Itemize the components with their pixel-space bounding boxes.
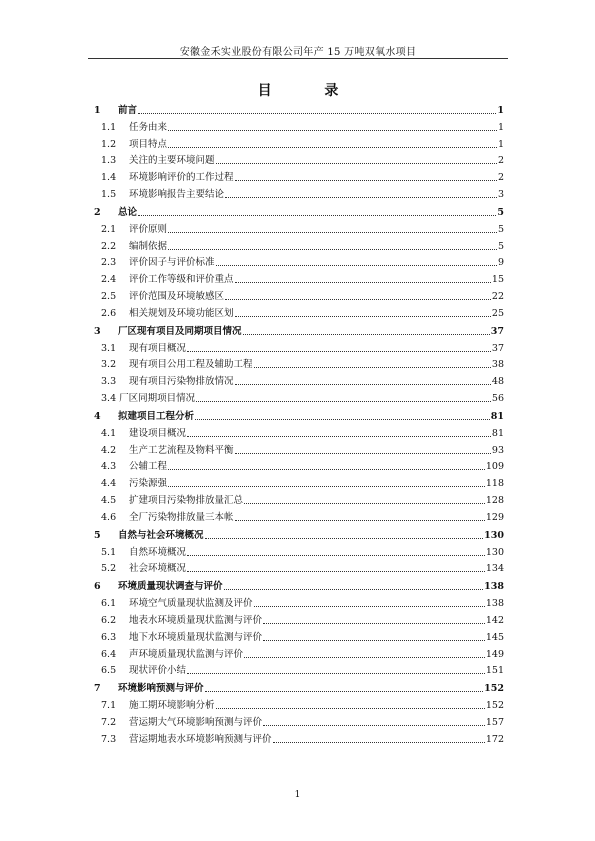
toc-chapter-entry[interactable] (88, 677, 504, 695)
toc-entry-title: 现有项目公用工程及辅助工程 (129, 359, 253, 371)
toc-entry-title: 总论 (118, 206, 138, 218)
toc-entry-page: 9 (497, 257, 504, 269)
toc-dot-leader (168, 468, 485, 470)
toc-entry-page: 138 (485, 598, 504, 610)
toc-dot-leader (138, 214, 496, 216)
toc-section-entry[interactable] (88, 236, 504, 253)
toc-entry-page: 129 (485, 511, 504, 523)
toc-entry-page: 81 (491, 427, 504, 439)
toc-entry-number: 7.2 (101, 716, 117, 728)
toc-entry-title: 施工期环境影响分析 (129, 700, 215, 712)
toc-entry-title: 前言 (118, 105, 138, 116)
toc-section-entry[interactable] (88, 219, 504, 236)
toc-entry-title: 关注的主要环境问题 (129, 155, 215, 167)
toc-entry-title: 相关规划及环境功能区划 (129, 307, 234, 319)
toc-entry-number: 4.6 (101, 511, 117, 523)
toc-entry-page: 157 (485, 716, 504, 728)
toc-entry-number: 5 (94, 529, 101, 541)
toc-section-entry[interactable] (88, 610, 504, 627)
toc-section-entry[interactable] (88, 507, 504, 524)
toc-dot-leader (243, 333, 490, 335)
toc-dot-leader (263, 639, 485, 641)
toc-section-entry[interactable] (88, 184, 504, 201)
toc-section-entry[interactable] (88, 303, 504, 320)
toc-entry-page: 5 (497, 206, 504, 218)
toc-dot-leader (187, 672, 485, 674)
toc-dot-leader (254, 366, 491, 368)
toc-entry-page: 145 (485, 631, 504, 643)
toc-entry-title: 环境空气质量现状监测及评价 (129, 598, 253, 610)
toc-entry-page: 118 (485, 478, 504, 490)
toc-entry-title: 环境影响预测与评价 (118, 683, 204, 695)
header-rule (88, 58, 508, 59)
toc-dot-leader (195, 418, 490, 420)
toc-chapter-entry[interactable] (88, 405, 504, 423)
toc-entry-title: 自然与社会环境概况 (118, 529, 204, 541)
toc-section-entry[interactable] (88, 440, 504, 457)
toc-entry-title: 污染源强 (129, 478, 168, 490)
toc-entry-number: 1.2 (101, 138, 117, 150)
toc-entry-title: 厂区同期项目情况 (119, 392, 196, 404)
toc-entry-number: 1.3 (101, 155, 117, 167)
toc-entry-number: 3.3 (101, 376, 117, 388)
toc-section-entry[interactable] (88, 695, 504, 712)
toc-entry-page: 134 (485, 563, 504, 575)
toc-entry-number: 3.4 (101, 392, 117, 404)
toc-dot-leader (216, 162, 497, 164)
toc-dot-leader (263, 724, 485, 726)
toc-dot-leader (235, 179, 497, 181)
toc-entry-number: 6.2 (101, 614, 117, 626)
toc-dot-leader (168, 248, 497, 250)
toc-entry-page: 5 (497, 223, 504, 235)
toc-section-entry[interactable] (88, 627, 504, 644)
toc-entry-number: 7.3 (101, 733, 117, 745)
toc-entry-number: 6.1 (101, 598, 117, 610)
toc-dot-leader (187, 554, 485, 556)
toc-entry-number: 6.4 (101, 648, 117, 660)
toc-entry-page: 56 (491, 392, 504, 404)
toc-section-entry[interactable] (88, 167, 504, 184)
toc-entry-page: 1 (497, 138, 504, 150)
toc-entry-title: 声环境质量现状监测与评价 (129, 648, 244, 660)
toc-entry-number: 7 (94, 683, 101, 695)
toc-entry-number: 1.5 (101, 188, 117, 200)
toc-section-entry[interactable] (88, 151, 504, 168)
toc-entry-title: 扩建项目污染物排放量汇总 (129, 494, 244, 506)
toc-entry-number: 6.3 (101, 631, 117, 643)
toc-entry-page: 130 (485, 546, 504, 558)
toc-section-entry[interactable] (88, 490, 504, 507)
toc-section-entry[interactable] (88, 117, 504, 134)
toc-dot-leader (216, 707, 485, 709)
toc-entry-page: 152 (484, 683, 504, 695)
toc-section-entry[interactable] (88, 253, 504, 270)
toc-entry-number: 2 (94, 206, 101, 218)
toc-entry-title: 地表水环境质量现状监测与评价 (129, 614, 263, 626)
toc-dot-leader (196, 400, 491, 402)
toc-section-entry[interactable] (88, 473, 504, 490)
toc-section-entry[interactable] (88, 593, 504, 610)
page-number: 1 (294, 790, 301, 800)
toc-section-entry[interactable] (88, 729, 504, 746)
toc-chapter-entry[interactable] (88, 524, 504, 542)
toc-dot-leader (168, 231, 497, 233)
toc-entry-page: 172 (485, 733, 504, 745)
toc-dot-leader (187, 350, 491, 352)
toc-section-entry[interactable] (88, 644, 504, 661)
toc-chapter-entry[interactable] (88, 320, 504, 338)
toc-entry-page: 38 (491, 359, 504, 371)
toc-entry-number: 4 (94, 410, 101, 422)
toc-entry-number: 3 (94, 325, 101, 337)
toc-entry-number: 3.2 (101, 359, 117, 371)
toc-entry-page: 81 (490, 410, 504, 422)
toc-entry-title: 营运期大气环境影响预测与评价 (129, 716, 263, 728)
toc-section-entry[interactable] (88, 712, 504, 729)
toc-entry-number: 2.5 (101, 290, 117, 302)
toc-entry-title: 环境质量现状调查与评价 (118, 581, 223, 593)
toc-entry-number: 3.1 (101, 342, 117, 354)
toc-entry-page: 149 (485, 648, 504, 660)
toc-section-entry[interactable] (88, 371, 504, 388)
toc-dot-leader (205, 537, 484, 539)
toc-entry-page: 130 (484, 529, 504, 541)
toc-dot-leader (168, 146, 497, 148)
toc-dot-leader (263, 622, 485, 624)
toc-entry-page: 1 (497, 121, 504, 133)
toc-entry-page: 128 (485, 494, 504, 506)
toc-entry-page: 152 (485, 700, 504, 712)
toc-dot-leader (168, 129, 497, 131)
toc-entry-title: 社会环境概况 (129, 563, 187, 575)
toc-entry-page: 22 (491, 290, 504, 302)
toc-dot-leader (225, 298, 491, 300)
toc-entry-page: 5 (497, 240, 504, 252)
toc-entry-number: 4.3 (101, 461, 117, 473)
toc-entry-title: 评价原则 (129, 223, 168, 235)
toc-entry-title: 任务由来 (129, 121, 168, 133)
toc-chapter-entry[interactable] (88, 99, 504, 117)
toc-entry-page: 3 (497, 188, 504, 200)
toc-entry-title: 厂区现有项目及同期项目情况 (118, 325, 242, 337)
toc-entry-number: 5.2 (101, 563, 117, 575)
toc-entry-title: 公辅工程 (129, 461, 168, 473)
toc-entry-number: 4.1 (101, 427, 117, 439)
toc-section-entry[interactable] (88, 134, 504, 151)
running-header: 安徽金禾实业股份有限公司年产 15 万吨双氧水项目 (179, 47, 417, 58)
toc-dot-leader (235, 281, 491, 283)
toc-section-entry[interactable] (88, 423, 504, 440)
toc-entry-title: 生产工艺流程及物料平衡 (129, 444, 234, 456)
toc-entry-title: 现有项目污染物排放情况 (129, 376, 234, 388)
toc-entry-number: 6 (94, 581, 101, 593)
toc-entry-page: 48 (491, 376, 504, 388)
toc-entry-number: 1.1 (101, 121, 117, 133)
toc-dot-leader (244, 502, 485, 504)
toc-section-entry[interactable] (88, 661, 504, 678)
toc-entry-number: 1.4 (101, 172, 117, 184)
toc-entry-number: 7.1 (101, 700, 117, 712)
toc-entry-page: 138 (484, 581, 504, 593)
toc-dot-leader (216, 264, 497, 266)
toc-entry-page: 109 (485, 461, 504, 473)
toc-entry-title: 项目特点 (129, 138, 168, 150)
toc-section-entry[interactable] (88, 542, 504, 559)
toc-entry-title: 拟建项目工程分析 (118, 410, 195, 422)
toc-entry-number: 4.4 (101, 478, 117, 490)
toc-section-entry[interactable] (88, 355, 504, 372)
toc-entry-title: 营运期地表水环境影响预测与评价 (129, 733, 272, 745)
toc-dot-leader (235, 452, 491, 454)
toc-title: 目 录 (257, 83, 339, 99)
toc-entry-page: 2 (497, 172, 504, 184)
toc-entry-page: 151 (485, 665, 504, 677)
toc-dot-leader (235, 383, 491, 385)
toc-section-entry[interactable] (88, 457, 504, 474)
toc-entry-number: 2.3 (101, 257, 117, 269)
toc-section-entry[interactable] (88, 338, 504, 355)
toc-entry-page: 142 (485, 614, 504, 626)
toc-entry-page: 25 (491, 307, 504, 319)
toc-entry-number: 5.1 (101, 546, 117, 558)
toc-entry-page: 37 (490, 325, 504, 337)
toc-dot-leader (235, 315, 491, 317)
toc-entry-page: 93 (491, 444, 504, 456)
toc-dot-leader (235, 519, 485, 521)
toc-chapter-entry[interactable] (88, 575, 504, 593)
toc-dot-leader (187, 435, 491, 437)
toc-entry-page: 2 (497, 155, 504, 167)
toc-dot-leader (225, 196, 497, 198)
toc-dot-leader (224, 588, 484, 590)
toc-entry-page: 37 (491, 342, 504, 354)
toc-entry-title: 建设项目概况 (129, 427, 187, 439)
toc-section-entry[interactable] (88, 388, 504, 405)
toc-entry-number: 2.4 (101, 274, 117, 286)
toc-section-entry[interactable] (88, 559, 504, 576)
toc-entry-title: 评价因子与评价标准 (129, 257, 215, 269)
toc-dot-leader (273, 741, 485, 743)
toc-entry-number: 2.6 (101, 307, 117, 319)
toc-entry-number: 2.1 (101, 223, 117, 235)
toc-dot-leader (205, 690, 484, 692)
toc-entry-page: 1 (497, 105, 504, 116)
toc-entry-number: 1 (94, 105, 101, 116)
toc-entry-title: 环境影响报告主要结论 (129, 188, 225, 200)
toc-entry-title: 现状评价小结 (129, 665, 187, 677)
toc-entry-number: 4.5 (101, 494, 117, 506)
toc-entry-title: 环境影响评价的工作过程 (129, 172, 234, 184)
toc-section-entry[interactable] (88, 286, 504, 303)
toc-chapter-entry[interactable] (88, 201, 504, 219)
toc-entry-title: 评价范围及环境敏感区 (129, 290, 225, 302)
toc-dot-leader (138, 112, 496, 114)
toc-entry-title: 自然环境概况 (129, 546, 187, 558)
toc-dot-leader (254, 605, 485, 607)
toc-dot-leader (187, 570, 485, 572)
toc-section-entry[interactable] (88, 269, 504, 286)
toc-dot-leader (244, 656, 485, 658)
toc-entry-title: 地下水环境质量现状监测与评价 (129, 631, 263, 643)
toc-entry-number: 4.2 (101, 444, 117, 456)
toc-entry-number: 6.5 (101, 665, 117, 677)
toc-entry-page: 15 (491, 274, 504, 286)
toc-entry-title: 全厂污染物排放量三本帐 (129, 511, 234, 523)
toc-entry-title: 评价工作等级和评价重点 (129, 274, 234, 286)
toc-dot-leader (168, 485, 485, 487)
table-of-contents (88, 99, 504, 746)
toc-entry-title: 现有项目概况 (129, 342, 187, 354)
toc-entry-title: 编制依据 (129, 240, 168, 252)
toc-entry-number: 2.2 (101, 240, 117, 252)
